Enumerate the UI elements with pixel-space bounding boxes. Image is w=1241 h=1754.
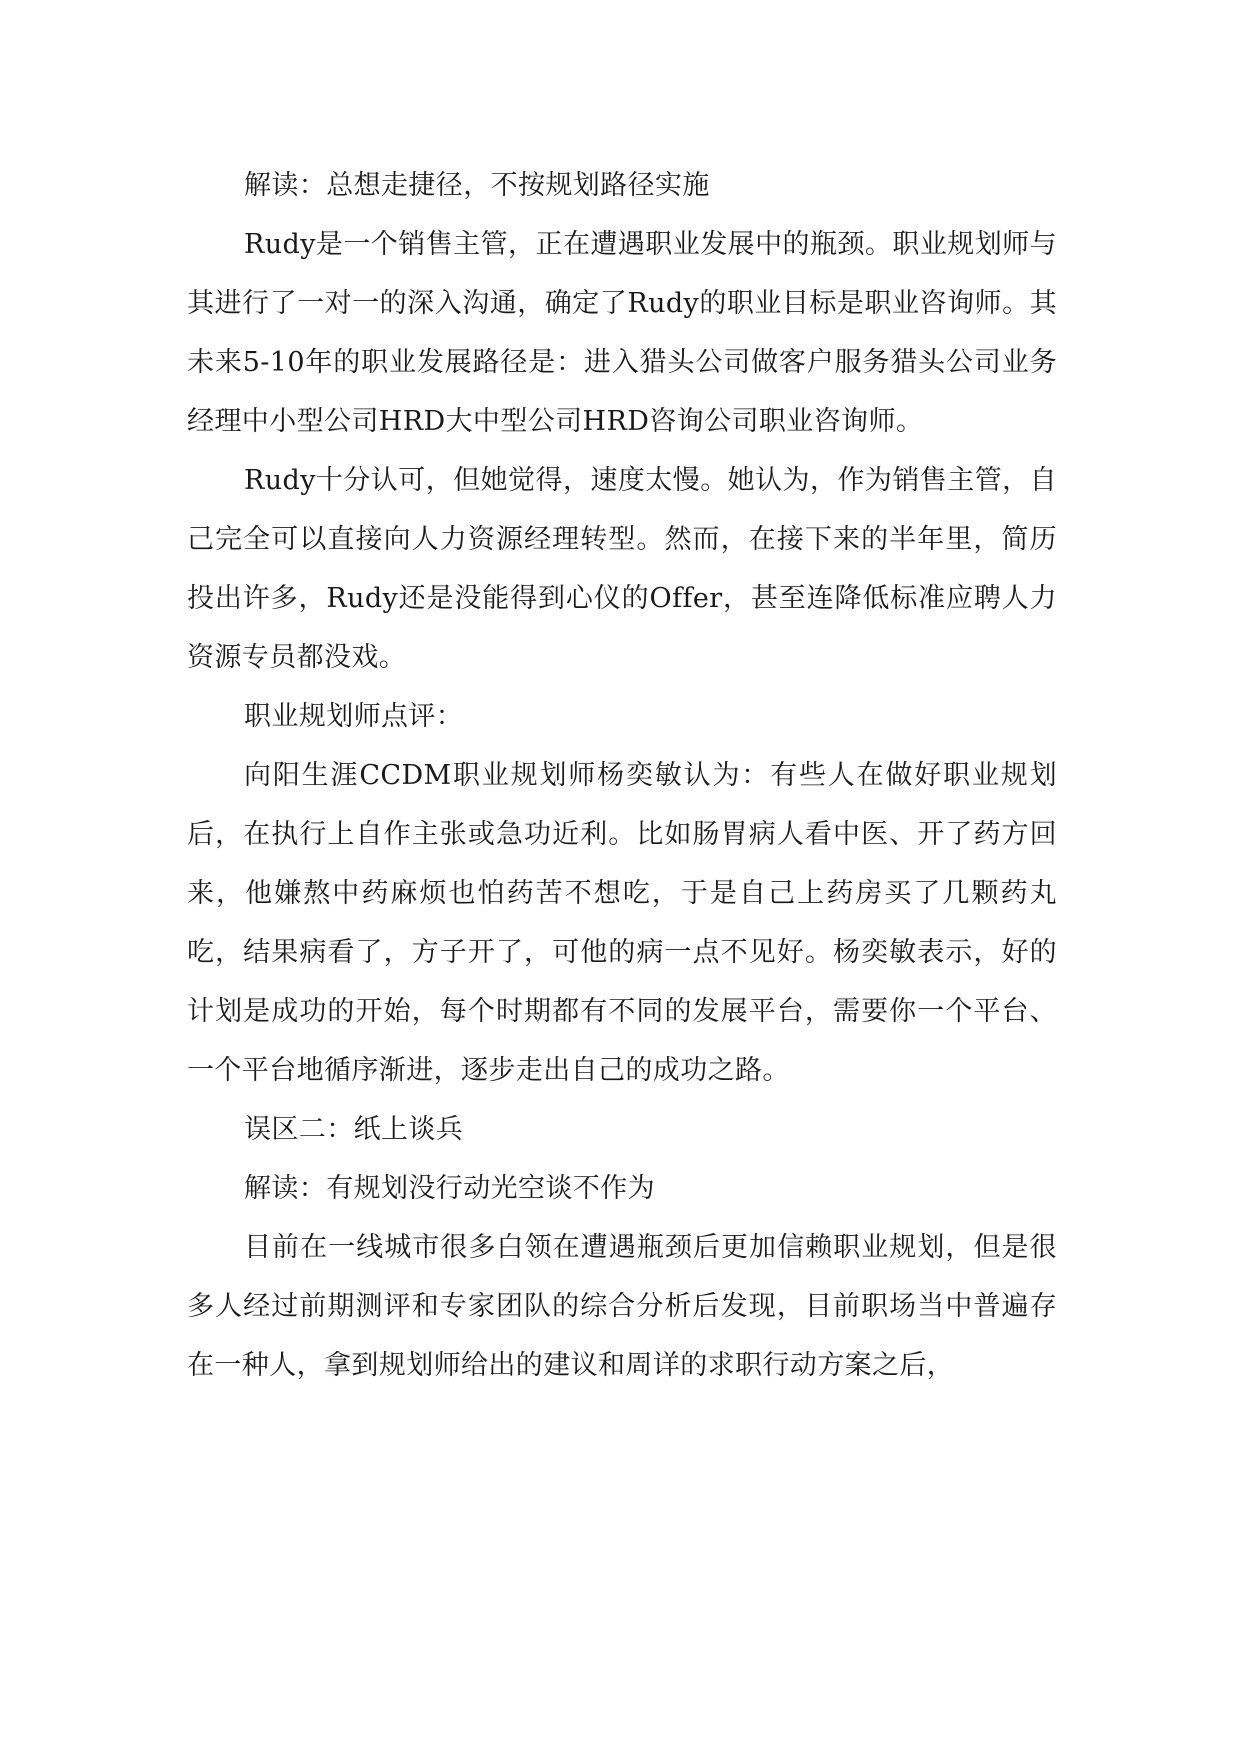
paragraph-planner-comment-heading: 职业规划师点评： <box>244 701 464 732</box>
paragraph-interpretation-no-action: 解读：有规划没行动光空谈不作为 <box>244 1173 655 1204</box>
paragraph-planner-comment: 向阳生涯CCDM职业规划师杨奕敏认为：有些人在做好职业规划后，在执行上自作主张或急功近利。比如肠胃病人看中医、开了药方回来，他嫌熬中药麻烦也怕药苦不想吃，于是自己上药房买了几颗药丸吃，结果病看了，方子开了，可他的病一点不见好。杨奕敏表示，好的计划是成功的开始，每个时期都有不同的发展平台，需要你一个平台、一个平台地循序渐进，逐步走出自己的成功之路。 <box>187 760 1057 1086</box>
paragraph-rudy-background: Rudy是一个销售主管，正在遭遇职业发展中的瓶颈。职业规划师与其进行了一对一的深入沟通，确定了Rudy的职业目标是职业咨询师。其未来5-10年的职业发展路径是：进入猎头公司做客户服务猎头公司业务经理中小型公司HRD大中型公司HRD咨询公司职业咨询师。 <box>187 229 1057 437</box>
paragraph-interpretation-shortcut: 解读：总想走捷径，不按规划路径实施 <box>244 170 710 201</box>
paragraph-white-collar: 目前在一线城市很多白领在遭遇瓶颈后更加信赖职业规划，但是很多人经过前期测评和专家团队的综合分析后发现，目前职场当中普遍存在一种人，拿到规划师给出的建议和周详的求职行动方案之后， <box>187 1232 1057 1381</box>
document-body <box>187 156 1057 1395</box>
paragraph-rudy-attempt: Rudy十分认可，但她觉得，速度太慢。她认为，作为销售主管，自己完全可以直接向人力资源经理转型。然而，在接下来的半年里，简历投出许多，Rudy还是没能得到心仪的Offer，甚至连降低标准应聘人力资源专员都没戏。 <box>187 465 1057 673</box>
paragraph-myth-two-heading: 误区二：纸上谈兵 <box>244 1114 464 1145</box>
